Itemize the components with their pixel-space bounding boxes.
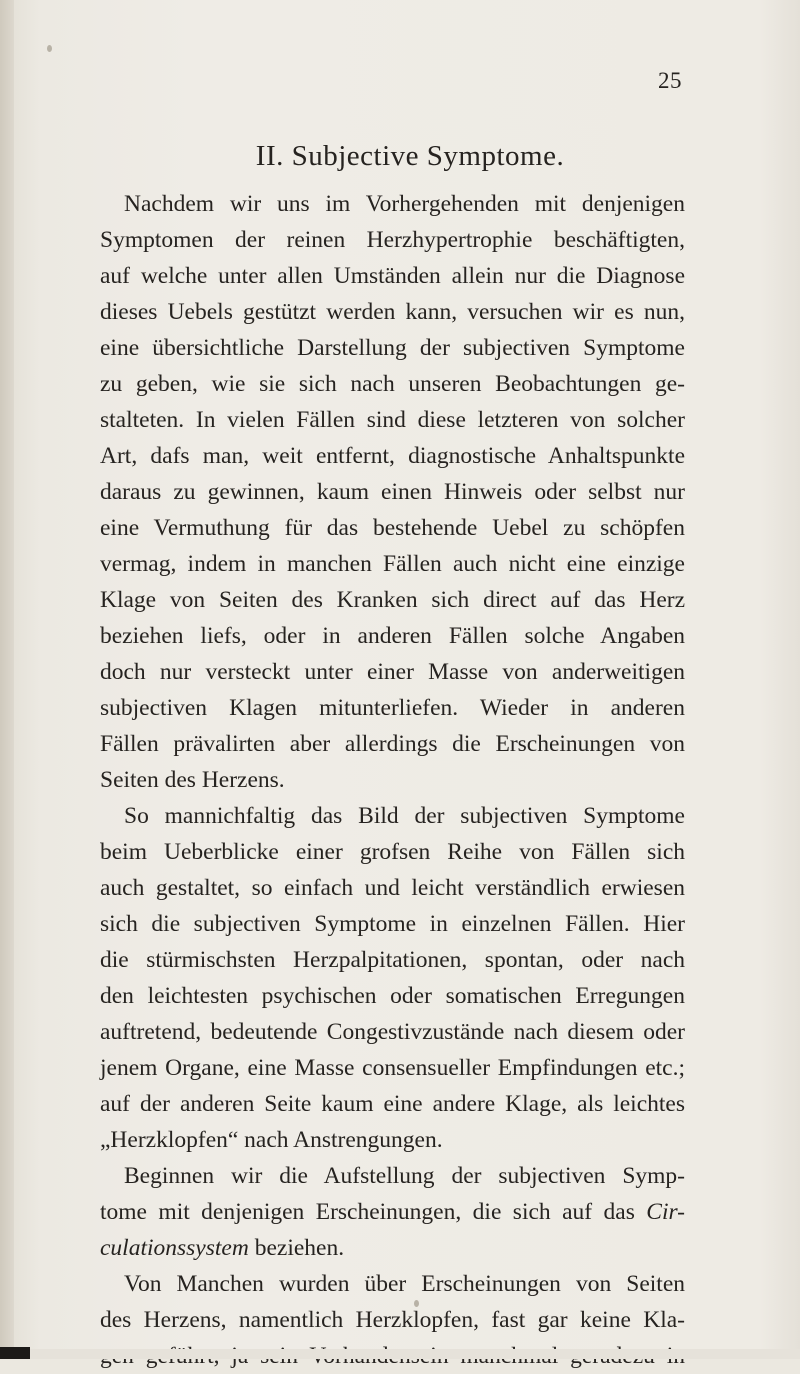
text-line: Nachdem wir uns im Vorhergehenden mit denjenigen [124,191,685,217]
text-line: doch nur versteckt unter einer Masse von anderweitigen [100,659,685,685]
text-line: Von Manchen wurden über Erscheinungen von Seiten [124,1271,685,1297]
text-line: den leichtesten psychischen oder somatischen Erregungen [100,983,685,1009]
text-line: Fällen prävalirten aber allerdings die Erscheinungen von [100,731,685,757]
section-heading: II. Subjective Symptome. [255,140,565,172]
text-line: auftretend, bedeutende Congestivzustände nach diesem oder [100,1019,685,1045]
text-line: Klage von Seiten des Kranken sich direct auf das Herz [100,587,685,613]
text-line: des Herzens, namentlich Herzklopfen, fast gar keine Kla- [100,1307,685,1333]
text-line: eine übersichtliche Darstellung der subjectiven Symptome [100,335,685,361]
italic-term: culationssystem [100,1235,249,1261]
text-line: auch gestaltet, so einfach und leicht verständlich erwiesen [100,875,685,901]
text-line: So mannichfaltig das Bild der subjectiven Symptome [124,803,685,829]
text-line: auf der anderen Seite kaum eine andere Klage, als leichtes [100,1091,685,1117]
text-line: Seiten des Herzens. [100,767,285,793]
paper-speck [47,45,52,52]
text-line: sich die subjectiven Symptome in einzelnen Fällen. Hier [100,911,685,937]
text-line: „Herzklopfen“ nach Anstrengungen. [100,1127,443,1153]
page-number: 25 [658,68,682,93]
text-line: beziehen liefs, oder in anderen Fällen solche Angaben [100,623,685,649]
scan-corner-mark [0,1347,30,1359]
text-line: culationssystem beziehen. [100,1235,345,1261]
text-line: vermag, indem in manchen Fällen auch nicht eine einzige [100,551,685,577]
text-line: daraus zu gewinnen, kaum einen Hinweis oder selbst nur [100,479,685,505]
text-line: die stürmischsten Herzpalpitationen, spontan, oder nach [100,947,685,973]
text-line: beim Ueberblicke einer grofsen Reihe von Fällen sich [100,839,685,865]
page-binding-edge [0,0,14,1359]
text-line: dieses Uebels gestützt werden kann, versuchen wir es nun, [100,299,685,325]
body-text [100,186,685,1374]
text-line: zu geben, wie sie sich nach unseren Beobachtungen ge- [100,371,685,397]
italic-term: Cir- [646,1199,685,1225]
text-line: auf welche unter allen Umständen allein nur die Diagnose [100,263,685,289]
text-line: Art, dafs man, weit entfernt, diagnostische Anhaltspunkte [100,443,685,469]
text-line: jenem Organe, eine Masse consensueller Empfindungen etc.; [100,1055,685,1081]
text-line: Beginnen wir die Aufstellung der subjectiven Symp- [124,1163,685,1189]
text-line: stalteten. In vielen Fällen sind diese letzteren von solcher [100,407,685,433]
text-line: subjectiven Klagen mitunterliefen. Wieder in anderen [100,695,685,721]
scan-bottom-edge [0,1349,800,1359]
text-line: Symptomen der reinen Herzhypertrophie beschäftigten, [100,227,685,253]
text-line: eine Vermuthung für das bestehende Uebel zu schöpfen [100,515,685,541]
text-line: tome mit denjenigen Erscheinungen, die sich auf das Cir- [100,1199,685,1225]
